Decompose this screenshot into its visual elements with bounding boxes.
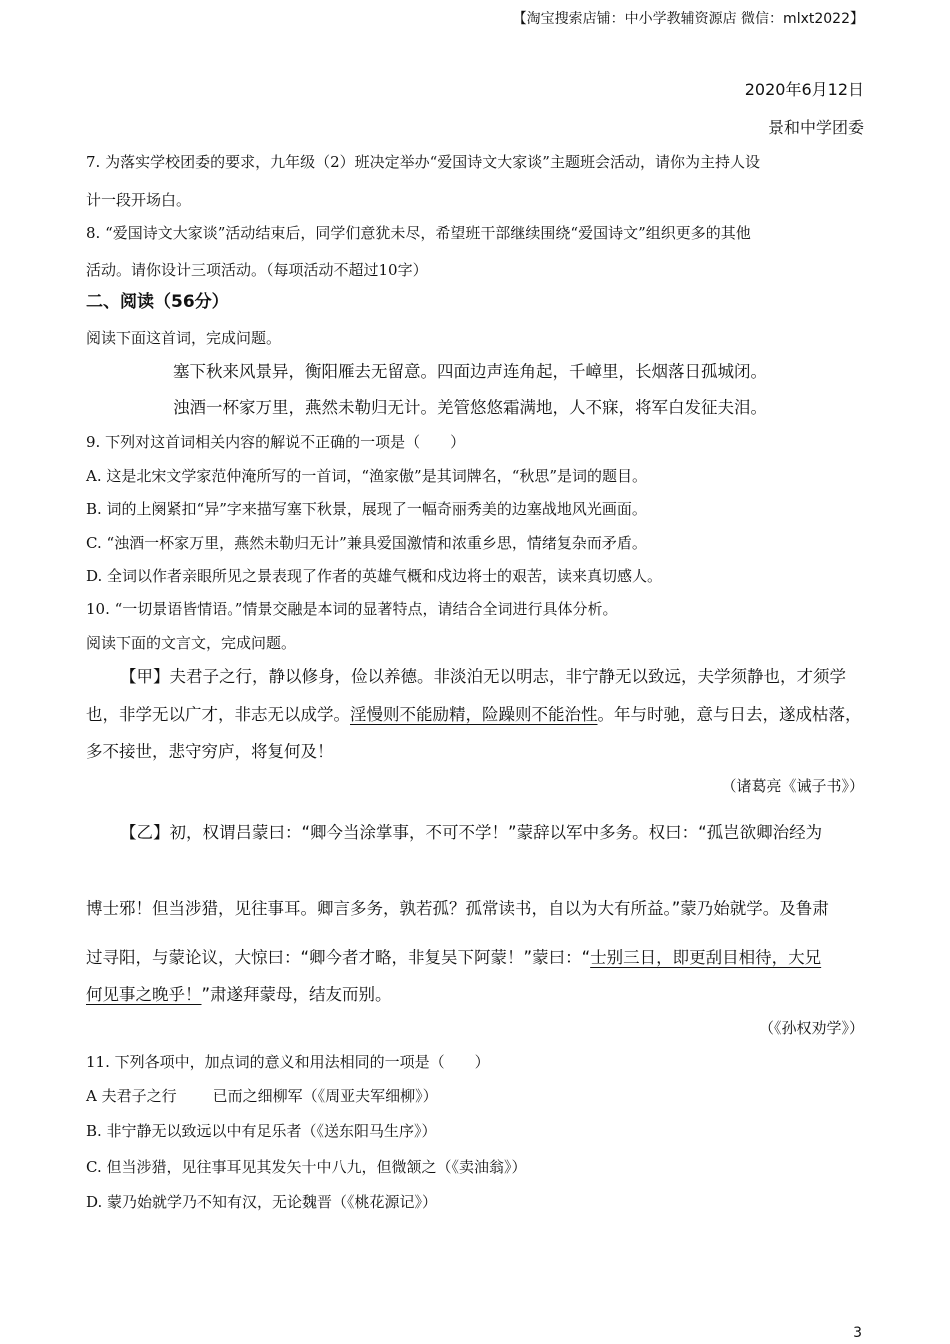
jia-source: （诸葛亮《诫子书》） bbox=[721, 777, 864, 795]
question-8-line1: 8. “爱国诗文大家谈”活动结束后，同学们意犹未尽，希望班干部继续围绕“爱国诗文”组织更多的其他 bbox=[86, 224, 751, 242]
notice-signer: 景和中学团委 bbox=[767, 118, 864, 137]
yi-line-3 bbox=[86, 946, 821, 970]
jia-line-2-end: 。年与时驰，意与日去，遂成枯落， bbox=[597, 705, 862, 724]
poem-instructions: 阅读下面这首词，完成问题。 bbox=[86, 329, 282, 347]
question-10-stem: 10. “一切景语皆情语。”情景交融是本词的显著特点，请结合全词进行具体分析。 bbox=[86, 600, 618, 618]
poem-line-2: 浊酒一杯家万里，燕然未勒归无计。羌管悠悠霜满地，人不寐，将军白发征夫泪。 bbox=[173, 398, 767, 417]
jia-line-1: 【甲】夫君子之行，静以修身，俭以养德。非淡泊无以明志，非宁静无以致远，夫学须静也，才须学 bbox=[120, 667, 846, 686]
yi-line-4 bbox=[86, 983, 392, 1007]
page-number: 3 bbox=[853, 1325, 862, 1341]
poem-line-1: 塞下秋来风景异，衡阳雁去无留意。四面边声连角起，千嶂里，长烟落日孤城闭。 bbox=[173, 362, 767, 381]
jia-line-3: 多不接世，悲守穷庐，将复何及！ bbox=[86, 742, 334, 761]
classical-instructions: 阅读下面的文言文，完成问题。 bbox=[86, 634, 297, 652]
yi-source: （《孙权劝学》） bbox=[758, 1019, 864, 1037]
question-8-line2: 活动。请你设计三项活动。（每项活动不超过10字） bbox=[86, 261, 428, 279]
question-11-option-a-first: A 夫君子之行 bbox=[86, 1087, 177, 1105]
yi-line-1: 【乙】初，权谓吕蒙曰：“卿今当涂掌事，不可不学！”蒙辞以军中多务。权曰：“孤岂欲卿治经为 bbox=[120, 823, 823, 842]
jia-line-2 bbox=[86, 703, 862, 727]
question-7-line1: 7. 为落实学校团委的要求，九年级（2）班决定举办“爱国诗文大家谈”主题班会活动，请你为主持人设 bbox=[86, 153, 760, 171]
question-11-option-d: D. 蒙乃始就学乃不知有汉，无论魏晋（《桃花源记》） bbox=[86, 1193, 438, 1211]
header-banner: 【淘宝搜索店铺：中小学教辅资源店 微信：mlxt2022】 bbox=[512, 11, 864, 27]
yi-line-2: 博士邪！但当涉猎，见往事耳。卿言多务，孰若孤？孤常读书，自以为大有所益。”蒙乃始就学。及鲁肃 bbox=[86, 899, 829, 918]
question-11-option-a-second: 已而之细柳军（《周亚夫军细柳》） bbox=[212, 1087, 438, 1105]
question-11-option-a bbox=[86, 1086, 438, 1106]
yi-line-4-end: ”肃遂拜蒙母，结友而别。 bbox=[201, 985, 392, 1004]
question-11-stem: 11. 下列各项中，加点词的意义和用法相同的一项是（ ） bbox=[86, 1053, 490, 1071]
question-11-option-c: C. 但当涉猎，见往事耳见其发矢十中八九，但微颔之（《卖油翁》） bbox=[86, 1158, 527, 1176]
section-title: 二、阅读（56分） bbox=[86, 292, 229, 312]
notice-date: 2020年6月12日 bbox=[744, 80, 864, 99]
yi-underlined-sentence-part1: 士别三日，即更刮目相待，大兄 bbox=[590, 948, 822, 967]
yi-underlined-sentence-part2: 何见事之晚乎！ bbox=[86, 985, 202, 1004]
jia-underlined-sentence: 淫慢则不能励精，险躁则不能治性 bbox=[350, 705, 598, 724]
yi-line-3-start: 过寻阳，与蒙论议，大惊曰：“卿今者才略，非复吴下阿蒙！”蒙曰：“ bbox=[86, 948, 591, 967]
question-9-option-d: D. 全词以作者亲眼所见之景表现了作者的英雄气概和戍边将士的艰苦，读来真切感人。 bbox=[86, 567, 663, 585]
jia-line-2-start: 也，非学无以广才，非志无以成学。 bbox=[86, 705, 350, 724]
question-11-option-b: B. 非宁静无以致远以中有足乐者（《送东阳马生序》） bbox=[86, 1122, 437, 1140]
question-9-option-b: B. 词的上阕紧扣“异”字来描写塞下秋景，展现了一幅奇丽秀美的边塞战地风光画面。 bbox=[86, 500, 647, 518]
question-9-stem: 9. 下列对这首词相关内容的解说不正确的一项是（ ） bbox=[86, 433, 466, 451]
question-7-line2: 计一段开场白。 bbox=[86, 191, 192, 209]
question-9-option-a: A. 这是北宋文学家范仲淹所写的一首词，“渔家傲”是其词牌名，“秋思”是词的题目。 bbox=[86, 467, 648, 485]
question-9-option-c: C. “浊酒一杯家万里，燕然未勒归无计”兼具爱国激情和浓重乡思，情绪复杂而矛盾。 bbox=[86, 534, 647, 552]
